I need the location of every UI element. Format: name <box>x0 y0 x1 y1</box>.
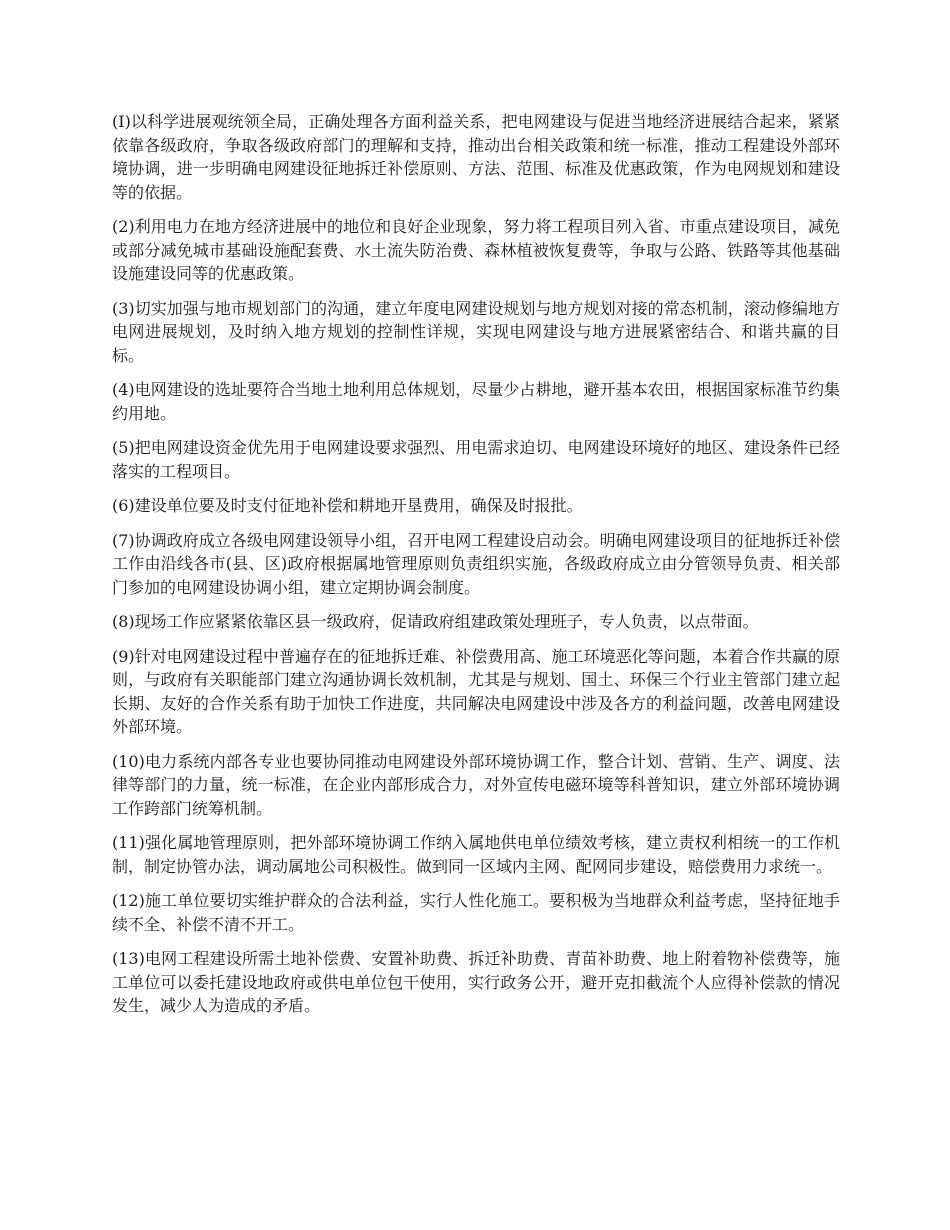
paragraph-12: (12)施工单位要切实维护群众的合法利益，实行人性化施工。要积极为当地群众利益考虑，坚持征地手续不全、补偿不清不开工。 <box>112 891 840 934</box>
paragraph-10: (10)电力系统内部各专业也要协同推动电网建设外部环境协调工作，整合计划、营销、生产、调度、法律等部门的力量，统一标准，在企业内部形成合力，对外宣传电磁环境等科普知识，建立外部环境协调工作跨部门统筹机制。 <box>112 751 840 818</box>
paragraph-8: (8)现场工作应紧紧依靠区县一级政府，促请政府组建政策处理班子，专人负责，以点带面。 <box>112 612 759 631</box>
paragraph-4: (4)电网建设的选址要符合当地土地利用总体规划，尽量少占耕地，避开基本农田，根据国家标准节约集约用地。 <box>112 380 840 423</box>
document-body <box>112 110 840 1029</box>
paragraph-11: (11)强化属地管理原则，把外部环境协调工作纳入属地供电单位绩效考核，建立责权利相统一的工作机制，制定协管办法，调动属地公司积极性。做到同一区域内主网、配网同步建设，赔偿费用力求统一。 <box>112 833 840 876</box>
paragraph-13: (13)电网工程建设所需土地补偿费、安置补助费、拆迁补助费、青苗补助费、地上附着物补偿费等，施工单位可以委托建设地政府或供电单位包干使用，实行政务公开，避开克扣截流个人应得补偿款的情况发生，减少人为造成的矛盾。 <box>112 949 840 1015</box>
paragraph-2: (2)利用电力在地方经济进展中的地位和良好企业现象，努力将工程项目列入省、市重点建设项目，减免或部分减免城市基础设施配套费、水土流失防治费、森林植被恢复费等，争取与公路、铁路等其他基础设施建设同等的优惠政策。 <box>112 217 840 283</box>
paragraph-9: (9)针对电网建设过程中普遍存在的征地拆迁难、补偿费用高、施工环境恶化等问题，本着合作共赢的原则，与政府有关职能部门建立沟通协调长效机制，尤其是与规划、国土、环保三个行业主管部门建立起长期、友好的合作关系有助于加快工作进度，共同解决电网建设中涉及各方的利益问题，改善电网建设外部环境。 <box>112 646 840 736</box>
paragraph-7: (7)协调政府成立各级电网建设领导小组，召开电网工程建设启动会。明确电网建设项目的征地拆迁补偿工作由沿线各市(县、区)政府根据属地管理原则负责组织实施，各级政府成立由分管领导负责、相关部门参加的电网建设协调小组，建立定期协调会制度。 <box>112 530 840 597</box>
paragraph-6: (6)建设单位要及时支付征地补偿和耕地开垦费用，确保及时报批。 <box>112 496 583 515</box>
paragraph-1: (I)以科学进展观统领全局，正确处理各方面利益关系，把电网建设与促进当地经济进展结合起来，紧紧依靠各级政府，争取各级政府部门的理解和支持，推动出台相关政策和统一标准，推动工程建设外部环境协调，进一步明确电网建设征地拆迁补偿原则、方法、范围、标准及优惠政策，作为电网规划和建设等的依据。 <box>112 112 840 202</box>
paragraph-3: (3)切实加强与地市规划部门的沟通，建立年度电网建设规划与地方规划对接的常态机制，滚动修编地方电网进展规划，及时纳入地方规划的控制性详规，实现电网建设与地方进展紧密结合、和谐共赢的目标。 <box>112 298 840 365</box>
paragraph-5: (5)把电网建设资金优先用于电网建设要求强烈、用电需求迫切、电网建设环境好的地区、建设条件已经落实的工程项目。 <box>112 438 840 481</box>
